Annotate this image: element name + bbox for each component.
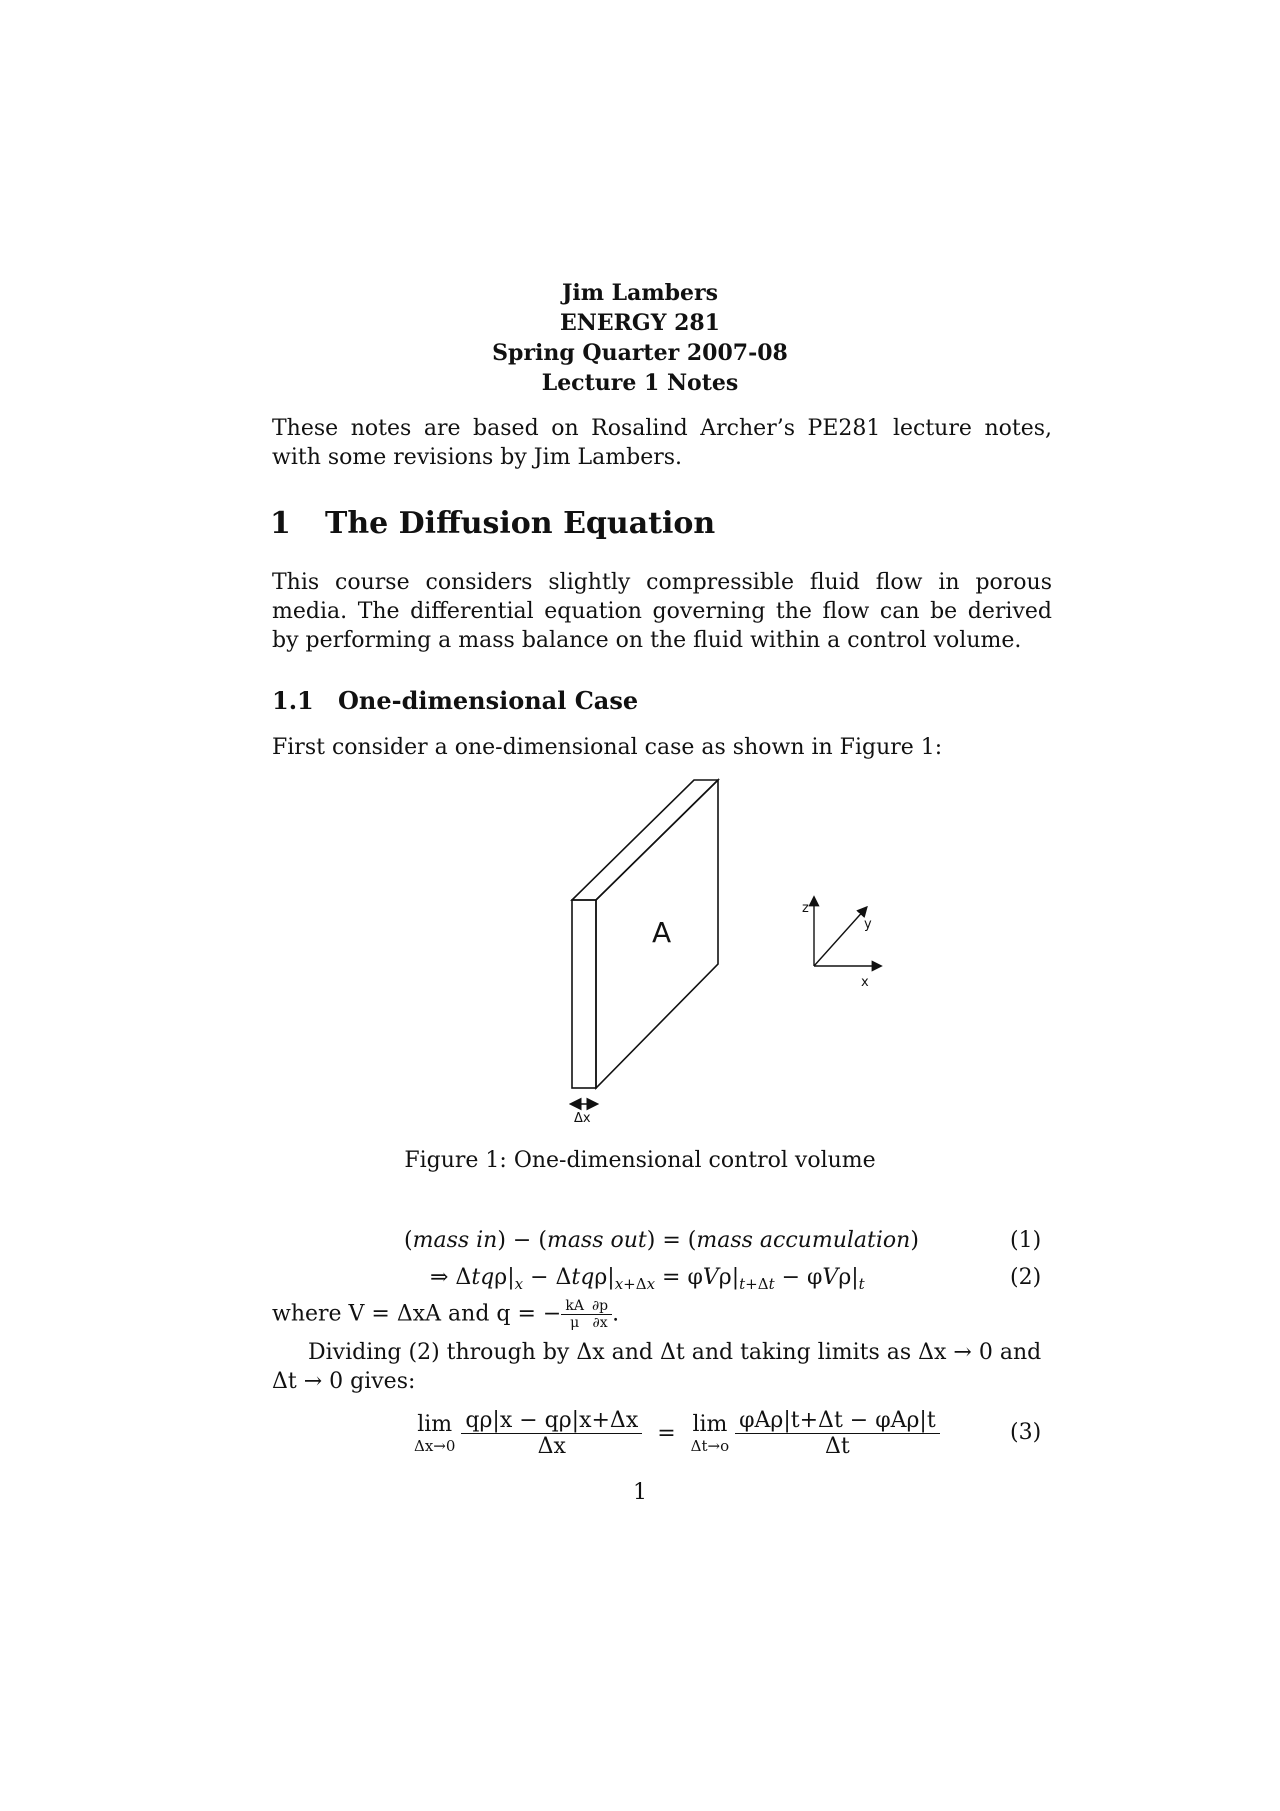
eq1-mass-accumulation: mass accumulation	[696, 1228, 911, 1253]
subsection-heading	[272, 686, 638, 715]
y-axis-label: y	[864, 917, 872, 932]
dividing-paragraph: Dividing (2) through by Δx and Δt and taking limits as Δx → 0 and Δt → 0 gives:	[272, 1340, 1042, 1394]
section-paragraph: This course considers slightly compressible fluid flow in porous media. The differential equation governing the flow can be derived by performing a mass balance on the fluid within a control volume.	[272, 570, 1052, 653]
subsection-paragraph: First consider a one-dimensional case as shown in Figure 1:	[272, 735, 943, 760]
figure-caption: Figure 1: One-dimensional control volume	[404, 1148, 876, 1173]
term: Spring Quarter 2007-08	[492, 340, 788, 366]
frac-kA-mu: $\frac{kA}{\mu}$	[561, 1298, 588, 1331]
equation-3-number: (3)	[1010, 1420, 1042, 1445]
equation-1-number: (1)	[1010, 1228, 1042, 1253]
slab-outline	[572, 780, 718, 1088]
axes-icon	[814, 898, 880, 966]
y-axis	[814, 908, 866, 966]
equation-3: lim Δx→0 $\frac{q\rho|x - q\rho|x+\Delta x}{\Delta x}$ = lim Δt→o $\frac{\text{φAρ|t+Δt − φAρ|t}}{\Delta t}$	[414, 1408, 940, 1459]
page-number: 1	[633, 1480, 647, 1505]
slab-top-face	[572, 780, 718, 900]
control-volume-diagram	[540, 770, 920, 1130]
equation-2-number: (2)	[1010, 1265, 1042, 1290]
z-axis-label: z	[802, 901, 809, 916]
subsection-title: One-dimensional Case	[338, 686, 639, 715]
title-block	[0, 278, 1280, 398]
lecture-title: Lecture 1 Notes	[541, 370, 739, 396]
section-number: 1	[270, 506, 291, 541]
where-line: where V = ΔxA and q = − $\frac{kA}{\mu}$ $\frac{\partial p}{\partial x}$ .	[272, 1298, 620, 1331]
face-area-label: A	[652, 916, 672, 949]
figure-control-volume	[540, 770, 920, 1130]
intro-paragraph: These notes are based on Rosalind Archer’s PE281 lecture notes, with some revisions by Jim Lambers.	[272, 416, 1052, 470]
section-title: The Diffusion Equation	[325, 506, 716, 541]
equation-1: (mass in) − (mass out) = (mass accumulation)	[404, 1228, 919, 1253]
slab-front-face	[572, 900, 596, 1088]
frac-dp-dx: $\frac{\partial p}{\partial x}$	[588, 1298, 612, 1331]
equation-2: ⇒ $\Delta tq\rho|_x - \Delta tq\rho|_{x+\Delta x} = \varphi V\rho|_{t+\Delta t} - \varphi V\rho|_t$	[430, 1265, 865, 1293]
eq3-lim-right: lim Δt→o	[690, 1412, 730, 1455]
eq1-mass-out: mass out	[546, 1228, 647, 1253]
x-axis-label: x	[861, 975, 869, 990]
eq3-lim-left: lim Δx→0	[414, 1412, 456, 1455]
thickness-label: Δx	[574, 1111, 591, 1126]
subsection-number: 1.1	[272, 686, 314, 715]
author: Jim Lambers	[561, 280, 719, 306]
eq3-frac-left: $\frac{q\rho|x - q\rho|x+\Delta x}{\Delta x}$	[461, 1408, 642, 1459]
where-text: where V = ΔxA and q = −	[272, 1301, 562, 1327]
eq1-mass-in: mass in	[412, 1228, 498, 1253]
eq3-frac-right: $\frac{\text{φAρ|t+Δt − φAρ|t}}{\Delta t}$	[735, 1408, 940, 1459]
course: ENERGY 281	[559, 310, 720, 336]
section-heading	[270, 506, 715, 541]
